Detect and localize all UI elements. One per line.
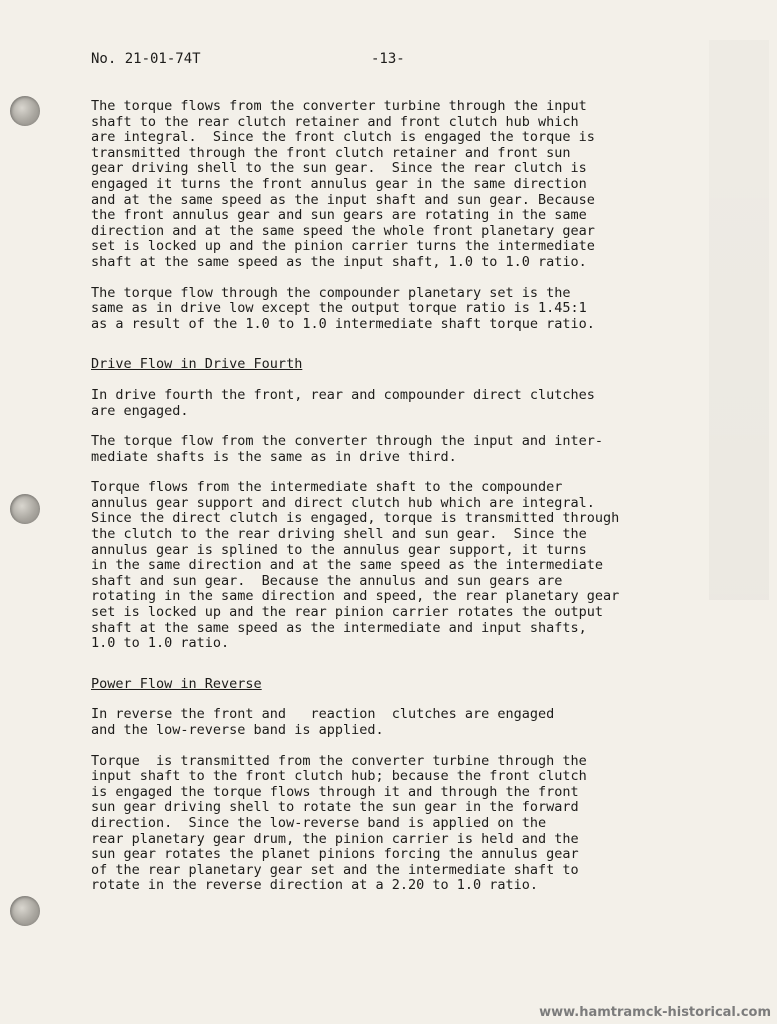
section-heading: Power Flow in Reverse bbox=[91, 675, 262, 692]
text-line: input shaft to the front clutch hub; because the front clutch bbox=[91, 768, 587, 785]
page-header bbox=[91, 50, 717, 68]
text-line: rear planetary gear drum, the pinion carrier is held and the bbox=[91, 830, 579, 847]
text-line: gear driving shell to the sun gear. Since the rear clutch is bbox=[91, 160, 587, 177]
bleed-through-shadow bbox=[709, 40, 769, 600]
text-line: is engaged the torque flows through it and through the front bbox=[91, 783, 579, 800]
paragraph bbox=[91, 388, 706, 419]
text-line: of the rear planetary gear set and the intermediate shaft to bbox=[91, 861, 579, 878]
text-line: sun gear rotates the planet pinions forcing the annulus gear bbox=[91, 846, 579, 863]
text-line: Torque flows from the intermediate shaft to the compounder bbox=[91, 479, 563, 496]
text-line: sun gear driving shell to rotate the sun gear in the forward bbox=[91, 799, 579, 816]
text-line: in the same direction and at the same speed as the intermediate bbox=[91, 557, 604, 574]
text-line: annulus gear support and direct clutch hub which are integral. bbox=[91, 494, 595, 511]
paragraph bbox=[91, 480, 706, 652]
site-watermark: www.hamtramck-historical.com bbox=[539, 1005, 771, 1020]
text-line: the clutch to the rear driving shell and sun gear. Since the bbox=[91, 526, 587, 543]
text-line: are engaged. bbox=[91, 402, 189, 419]
text-line: engaged it turns the front annulus gear in the same direction bbox=[91, 175, 587, 192]
paragraph bbox=[91, 434, 706, 465]
text-line: The torque flow from the converter through the input and inter- bbox=[91, 433, 604, 450]
text-line: and the low-reverse band is applied. bbox=[91, 722, 384, 738]
document-body bbox=[91, 99, 706, 894]
text-line: shaft to the rear clutch retainer and front clutch hub which bbox=[91, 113, 579, 130]
section-heading: Drive Flow in Drive Fourth bbox=[91, 356, 303, 373]
paragraph bbox=[91, 707, 706, 738]
text-line: the front annulus gear and sun gears are rotating in the same bbox=[91, 207, 587, 224]
text-line: as a result of the 1.0 to 1.0 intermediate shaft torque ratio. bbox=[91, 315, 595, 332]
text-line: transmitted through the front clutch retainer and front sun bbox=[91, 144, 571, 161]
text-line: same as in drive low except the output torque ratio is 1.45:1 bbox=[91, 300, 587, 317]
text-line: Since the direct clutch is engaged, torque is transmitted through bbox=[91, 510, 620, 527]
text-line: shaft at the same speed as the input shaft, 1.0 to 1.0 ratio. bbox=[91, 253, 587, 270]
text-line: set is locked up and the pinion carrier turns the intermediate bbox=[91, 238, 595, 255]
paragraph bbox=[91, 286, 706, 333]
text-line: shaft and sun gear. Because the annulus and sun gears are bbox=[91, 572, 563, 589]
punch-hole-middle-icon bbox=[10, 494, 40, 524]
document-number: No. 21-01-74T bbox=[91, 51, 201, 67]
page-number: -13- bbox=[371, 51, 405, 67]
punch-hole-bottom-icon bbox=[10, 896, 40, 926]
text-line: In drive fourth the front, rear and compounder direct clutches bbox=[91, 386, 595, 403]
text-line: The torque flows from the converter turbine through the input bbox=[91, 98, 587, 114]
text-line: mediate shafts is the same as in drive third. bbox=[91, 448, 457, 465]
text-line: are integral. Since the front clutch is engaged the torque is bbox=[91, 129, 595, 146]
text-line: direction and at the same speed the whole front planetary gear bbox=[91, 222, 595, 239]
text-line: Torque is transmitted from the converter turbine through the bbox=[91, 752, 587, 769]
text-line: 1.0 to 1.0 ratio. bbox=[91, 635, 230, 652]
text-line: annulus gear is splined to the annulus gear support, it turns bbox=[91, 541, 587, 558]
paragraph bbox=[91, 99, 706, 271]
text-line: direction. Since the low-reverse band is applied on the bbox=[91, 814, 547, 831]
text-line: In reverse the front and reaction clutches are engaged bbox=[91, 706, 555, 723]
punch-hole-top-icon bbox=[10, 96, 40, 126]
text-line: rotate in the reverse direction at a 2.20 to 1.0 ratio. bbox=[91, 877, 539, 894]
text-line: The torque flow through the compounder planetary set is the bbox=[91, 284, 571, 301]
text-line: shaft at the same speed as the intermediate and input shafts, bbox=[91, 619, 587, 636]
text-line: rotating in the same direction and speed, the rear planetary gear bbox=[91, 588, 620, 605]
text-line: set is locked up and the rear pinion carrier rotates the output bbox=[91, 604, 604, 621]
text-line: and at the same speed as the input shaft and sun gear. Because bbox=[91, 191, 595, 208]
paragraph bbox=[91, 754, 706, 894]
